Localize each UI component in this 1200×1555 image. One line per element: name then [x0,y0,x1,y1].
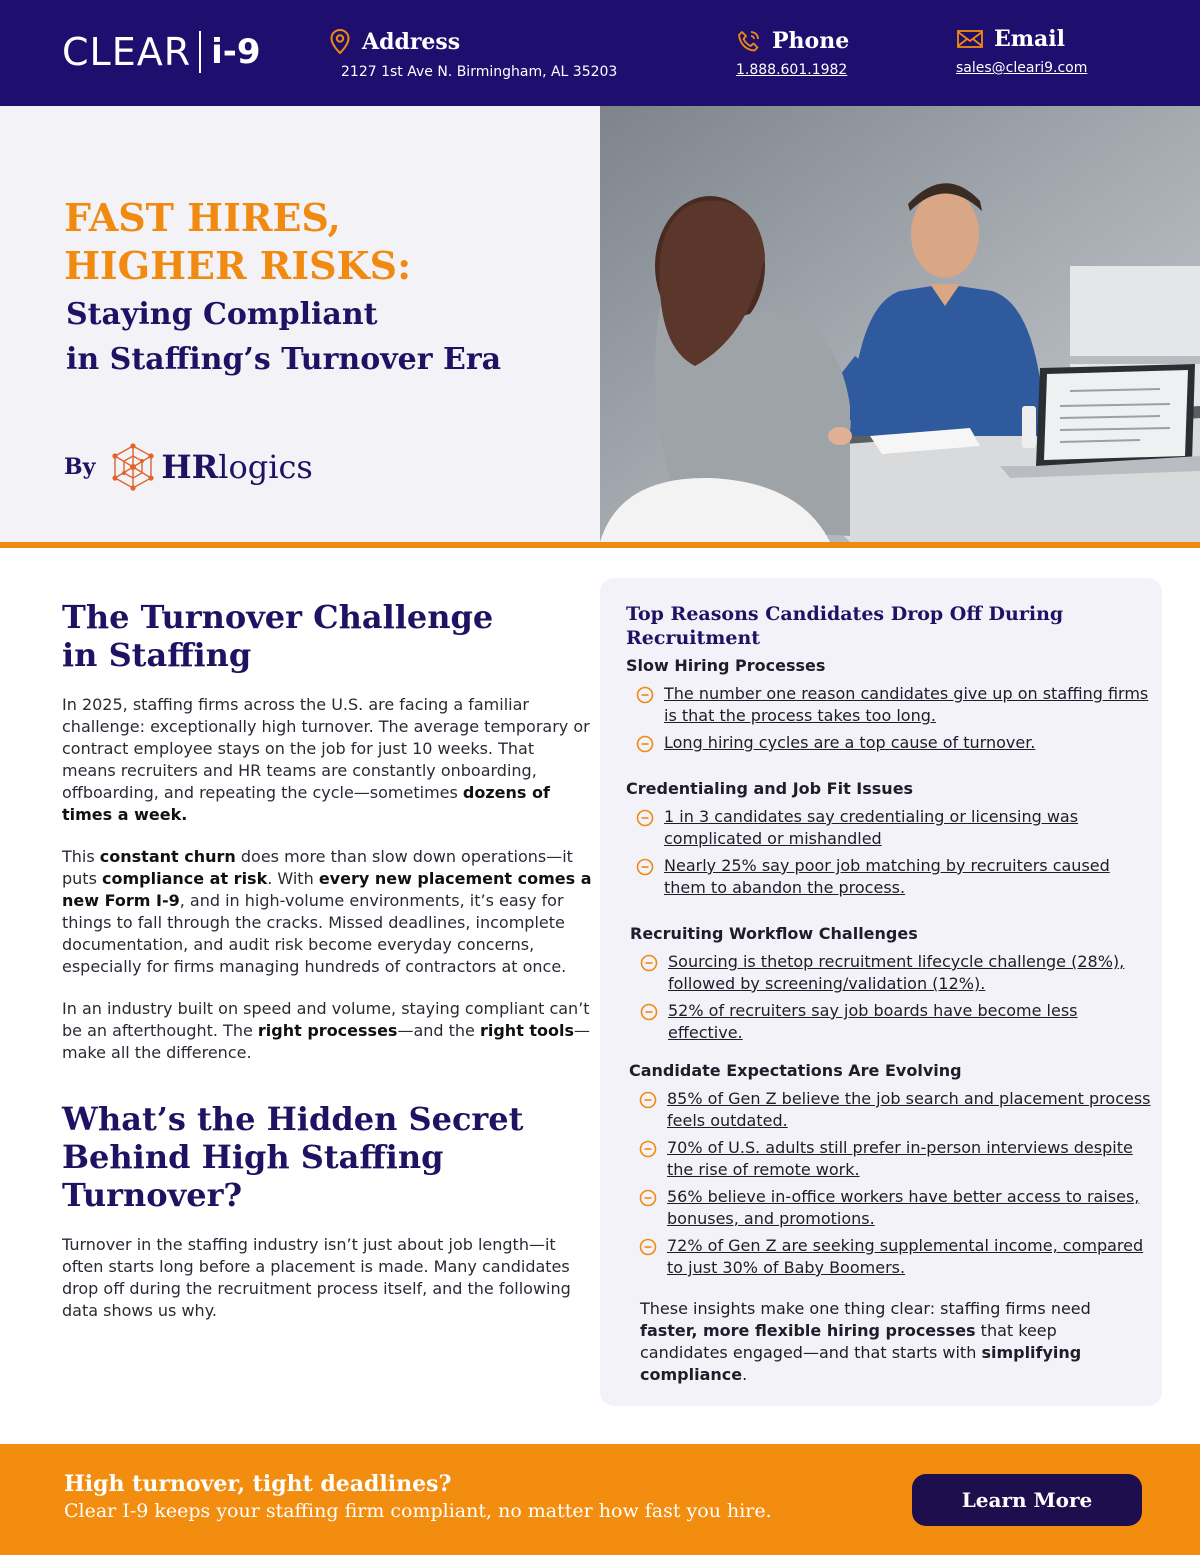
list-item-link[interactable]: 85% of Gen Z believe the job search and placement process feels outdated. [667,1089,1151,1130]
phone-link[interactable]: 1.888.601.1982 [736,62,848,78]
list-item [639,1186,1154,1230]
list-item [639,1088,1154,1132]
logo-i9-text: i-9 [211,32,261,72]
minus-circle-icon [639,1091,657,1109]
text-run: These insights make one thing clear: staffing firms need [640,1299,1091,1318]
section-heading-hidden-secret [62,1100,592,1214]
hrlogics-wordmark [161,448,312,486]
text-run-bold: every new placement comes a new Form I-9 [62,869,592,910]
clear-i9-logo[interactable] [62,30,261,74]
list-item [640,951,1155,995]
card-title: Top Reasons Candidates Drop Off During Recruitment [626,603,1064,649]
text-run: —and the [397,1021,480,1040]
phone-icon [736,28,762,54]
paragraph-speed [62,998,592,1064]
heading-line: What’s the Hidden Secret [62,1100,524,1138]
group-heading: Credentialing and Job Fit Issues [626,779,914,798]
address-block [328,28,617,80]
hrlogics-wordmark-rest: logics [218,448,313,486]
minus-circle-icon [639,1238,657,1256]
list-item [636,683,1151,727]
list-item-link[interactable]: Sourcing is thetop recruitment lifecycle challenge (28%), followed by screening/validation (12%). [668,952,1125,993]
card-closing-text [640,1298,1130,1386]
email-label: Email [994,26,1066,52]
text-run-bold: simplifying compliance [640,1343,1082,1384]
location-pin-icon [328,28,352,56]
group-heading: Candidate Expectations Are Evolving [629,1061,962,1080]
text-run-bold: compliance at risk [102,869,268,888]
hrlogics-hex-icon [109,442,157,492]
logo-clear-text: CLEAR [62,30,192,74]
minus-circle-icon [636,809,654,827]
list-item-link[interactable]: 52% of recruiters say job boards have become less effective. [668,1001,1078,1042]
phone-block [736,28,849,78]
section-heading-turnover [62,598,592,674]
list-item [639,1137,1154,1181]
group-slow-hiring [626,656,1151,759]
heading-line: Behind High Staffing Turnover? [62,1138,444,1214]
list-item [636,855,1151,899]
list-item [639,1235,1154,1279]
minus-circle-icon [639,1189,657,1207]
minus-circle-icon [639,1140,657,1158]
heading-line: The Turnover Challenge [62,598,494,636]
text-run: that keep candidates engaged—and that starts with [640,1321,1057,1362]
text-run: In 2025, staffing firms across the U.S. are facing a familiar challenge: exceptionally high turnover. The average temporary or contract employee stays on the job for just 10 weeks. That means recruiters and HR teams are constantly onboarding, offboarding, and repeating the cycle—sometimes [62,695,590,802]
by-label: By [64,454,96,480]
group-expectations [629,1061,1154,1284]
list-item-link[interactable]: 56% believe in-office workers have better access to raises, bonuses, and promotions. [667,1187,1140,1228]
dropoff-reasons-card [600,578,1162,1406]
minus-circle-icon [636,686,654,704]
list-item-link[interactable]: Nearly 25% say poor job matching by recruiters caused them to abandon the process. [664,856,1110,897]
logo-divider [199,31,201,73]
paragraph-churn [62,846,592,978]
text-run: does more than slow down operations—it puts [62,847,573,888]
address-value: 2127 1st Ave N. Birmingham, AL 35203 [341,64,618,80]
list-item [636,732,1151,754]
minus-circle-icon [636,735,654,753]
list-item-link[interactable]: 70% of U.S. adults still prefer in-person interviews despite the rise of remote work. [667,1138,1133,1179]
text-run: —make all the difference. [62,1021,591,1062]
byline [64,442,313,492]
paragraph-intro [62,694,592,826]
hero-interview-photo [600,106,1200,542]
hero-subtitle-line: Staying Compliant [66,297,378,332]
address-label: Address [362,29,461,55]
text-run-bold: faster, more flexible hiring processes [640,1321,976,1340]
top-header-bar [0,0,1200,106]
orange-divider [0,542,1200,548]
hero-title [64,194,411,290]
email-link[interactable]: sales@cleari9.com [956,60,1088,76]
minus-circle-icon [640,1003,658,1021]
text-run-bold: constant churn [99,847,236,866]
interview-illustration [600,106,1200,542]
list-item-link[interactable]: The number one reason candidates give up on staffing firms is that the process takes too long. [664,684,1149,725]
text-run: This [62,847,100,866]
phone-label: Phone [772,28,850,54]
text-run: In an industry built on speed and volume, staying compliant can’t be an afterthought. The [62,999,590,1040]
hero-title-line: FAST HIRES, [64,195,341,240]
minus-circle-icon [636,858,654,876]
group-workflow [630,924,1155,1049]
list-item-link[interactable]: Long hiring cycles are a top cause of turnover. [664,733,1036,752]
heading-line: in Staffing [62,636,252,674]
hero-subtitle [66,292,501,382]
hero-title-line: HIGHER RISKS: [64,243,412,288]
list-item [636,806,1151,850]
group-heading: Recruiting Workflow Challenges [630,924,918,943]
paragraph-dropoff: Turnover in the staffing industry isn’t just about job length—it often starts long before a placement is made. Many candidates drop off during the recruitment process itself, and the following data shows us why. [62,1235,571,1320]
article-left-column [62,598,592,1322]
email-block [956,26,1087,76]
footer-headline: High turnover, tight deadlines? [64,1471,452,1497]
envelope-icon [956,28,984,50]
cta-footer [0,1444,1200,1555]
text-run-bold: dozens of times a week. [62,783,550,824]
hero-text-panel [0,106,600,542]
text-run: . [742,1365,748,1384]
hrlogics-wordmark-bold: HR [161,448,219,486]
text-run-bold: right tools [479,1021,575,1040]
list-item-link[interactable]: 72% of Gen Z are seeking supplemental income, compared to just 30% of Baby Boomers. [667,1236,1144,1277]
hero-subtitle-line: in Staffing’s Turnover Era [66,342,502,377]
minus-circle-icon [640,954,658,972]
list-item-link[interactable]: 1 in 3 candidates say credentialing or licensing was complicated or mishandled [664,807,1079,848]
text-run-bold: right processes [257,1021,398,1040]
list-item [640,1000,1155,1044]
text-run: , and in high-volume environments, it’s easy for things to fall through the cracks. Missed deadlines, incomplete documentation, and audit risk become everyday concerns, especially for firms managing hundreds of contractors at once. [62,891,567,976]
learn-more-button[interactable]: Learn More [912,1474,1142,1526]
text-run: . With [267,869,319,888]
group-heading: Slow Hiring Processes [626,656,826,675]
footer-subline: Clear I-9 keeps your staffing firm compliant, no matter how fast you hire. [64,1500,772,1522]
group-credentialing [626,779,1151,904]
